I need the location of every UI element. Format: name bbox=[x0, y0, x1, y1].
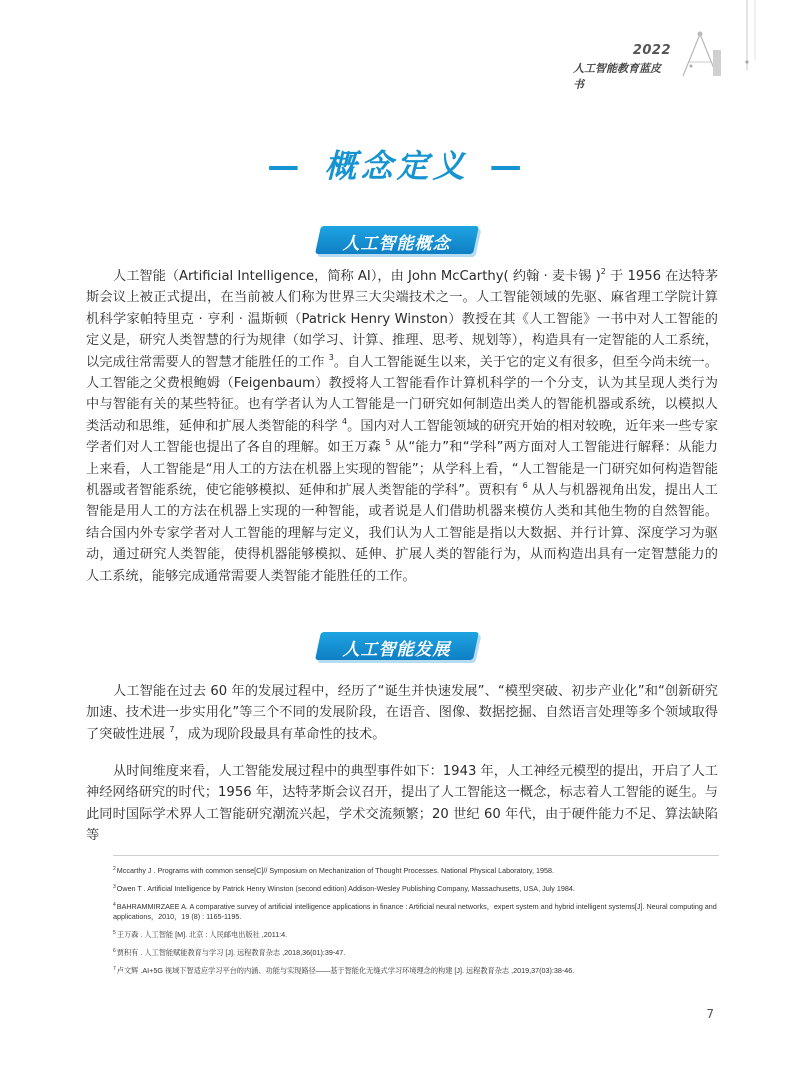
page-title bbox=[0, 141, 793, 187]
footnotes bbox=[113, 866, 719, 984]
footnote: $^3$Owen T . Artificial Intelligence by Patrick Henry Winston (second edition) Addison-Wesley Publishing Company, Massachusetts, USA, July 1984. bbox=[113, 884, 575, 893]
section-heading-development bbox=[318, 628, 476, 664]
title-dash-right: — bbox=[489, 147, 526, 185]
header-subtitle: 人工智能教育蓝皮书 bbox=[573, 62, 661, 91]
footnote: $^4$BAHRAMMIRZAEE A. A comparative survey of artificial intelligence applications in finance : Artificial neural networks，expert system and hybrid intelligent systems[J]. Neural computing and applications，2010，19 (8) : 1165-1195. bbox=[113, 902, 717, 921]
footnote: $^7$卢文辉 .AI+5G 视域下智适应学习平台的内涵、功能与实现路径——基于智能化无缝式学习环境理念的构建 [J]. 远程教育杂志 ,2019,37(03):38-46. bbox=[113, 966, 575, 975]
footnote: $^2$Mccarthy J . Programs with common sense[C]// Symposium on Mechanization of Thought Processes. National Physical Laboratory, 1958. bbox=[113, 866, 554, 875]
ai-logo-icon bbox=[675, 26, 725, 80]
decorative-lines bbox=[727, 0, 767, 100]
footnote: $^5$王万森 . 人工智能 [M]. 北京 : 人民邮电出版社 ,2011:4. bbox=[113, 930, 288, 939]
page-number: 7 bbox=[706, 1007, 714, 1021]
paragraph-concept: 人工智能（Artificial Intelligence，简称 AI），由 John McCarthy( 约翰 · 麦卡锡 )$^2$ 于 1956 在达特茅斯会议上被正式提出，在当前被人们称为世界三大尖端技术之一。人工智能领域的先驱、麻省理工学院计算机科学家帕特里克 · 亨利 · 温斯顿（Patrick Henry Winston）教授在其《人工智能》一书中对人工智能的定义是，研究人类智慧的行为规律（如学习、计算、推理、思考、规划等），构造具有一定智能的人工系统，以完成往常需要人的智慧才能胜任的工作 $^3$。自人工智能诞生以来，关于它的定义有很多，但至今尚未统一。人工智能之父费根鲍姆（Feigenbaum）教授将人工智能看作计算机科学的一个分支，认为其呈现人类行为中与智能有关的某些特征。也有学者认为人工智能是一门研究如何制造出类人的智能机器或系统，以模拟人类活动和思维，延伸和扩展人类智能的科学 $^4$。国内对人工智能领域的研究开始的相对较晚，近年来一些专家学者们对人工智能也提出了各自的理解。如王万森 $^5$ 从“能力”和“学科”两方面对人工智能进行解释：从能力上来看，人工智能是“用人工的方法在机器上实现的智能”；从学科上看，“人工智能是一门研究如何构造智能机器或者智能系统，使它能够模拟、延伸和扩展人类智能的学科”。贾积有 $^6$ 从人与机器视角出发，提出人工智能是用人工的方法在机器上实现的一种智能，或者说是人们借助机器来模仿人类和其他生物的自然智能。结合国内外专家学者对人工智能的理解与定义，我们认为人工智能是指以大数据、并行计算、深度学习为驱动，通过研究人类智能，使得机器能够模拟、延伸、扩展人类的智能行为，从而构造出具有一定智慧能力的人工系统，能够完成通常需要人类智能才能胜任的工作。 bbox=[86, 267, 719, 584]
section-heading-label: 人工智能发展 bbox=[342, 640, 451, 660]
footnote: $^6$贾积有 . 人工智能赋能教育与学习 [J]. 远程教育杂志 ,2018,36(01):39-47. bbox=[113, 948, 346, 957]
paragraph-development-1: 人工智能在过去 60 年的发展过程中，经历了“诞生并快速发展”、“模型突破、初步产业化”和“创新研究加速、技术进一步实用化”等三个不同的发展阶段，在语音、图像、数据挖掘、自然语言处理等多个领域取得了突破性进展 $^7$，成为现阶段最具有革命性的技术。 bbox=[86, 684, 718, 742]
section-heading-concept bbox=[318, 222, 476, 258]
footnote-divider bbox=[113, 855, 719, 856]
section-heading-label: 人工智能概念 bbox=[342, 234, 451, 254]
title-text: 概念定义 bbox=[324, 147, 469, 185]
title-dash-left: — bbox=[267, 147, 304, 185]
header-year: 2022 bbox=[632, 43, 671, 58]
paragraph-development-2: 从时间维度来看，人工智能发展过程中的典型事件如下：1943 年，人工神经元模型的提出，开启了人工神经网络研究的时代；1956 年，达特茅斯会议召开，提出了人工智能这一概念，标志着人工智能的诞生。与此同时国际学术界人工智能研究潮流兴起，学术交流频繁；20 世纪 60 年代，由于硬件能力不足、算法缺陷等 bbox=[86, 764, 718, 844]
running-header bbox=[573, 40, 753, 91]
